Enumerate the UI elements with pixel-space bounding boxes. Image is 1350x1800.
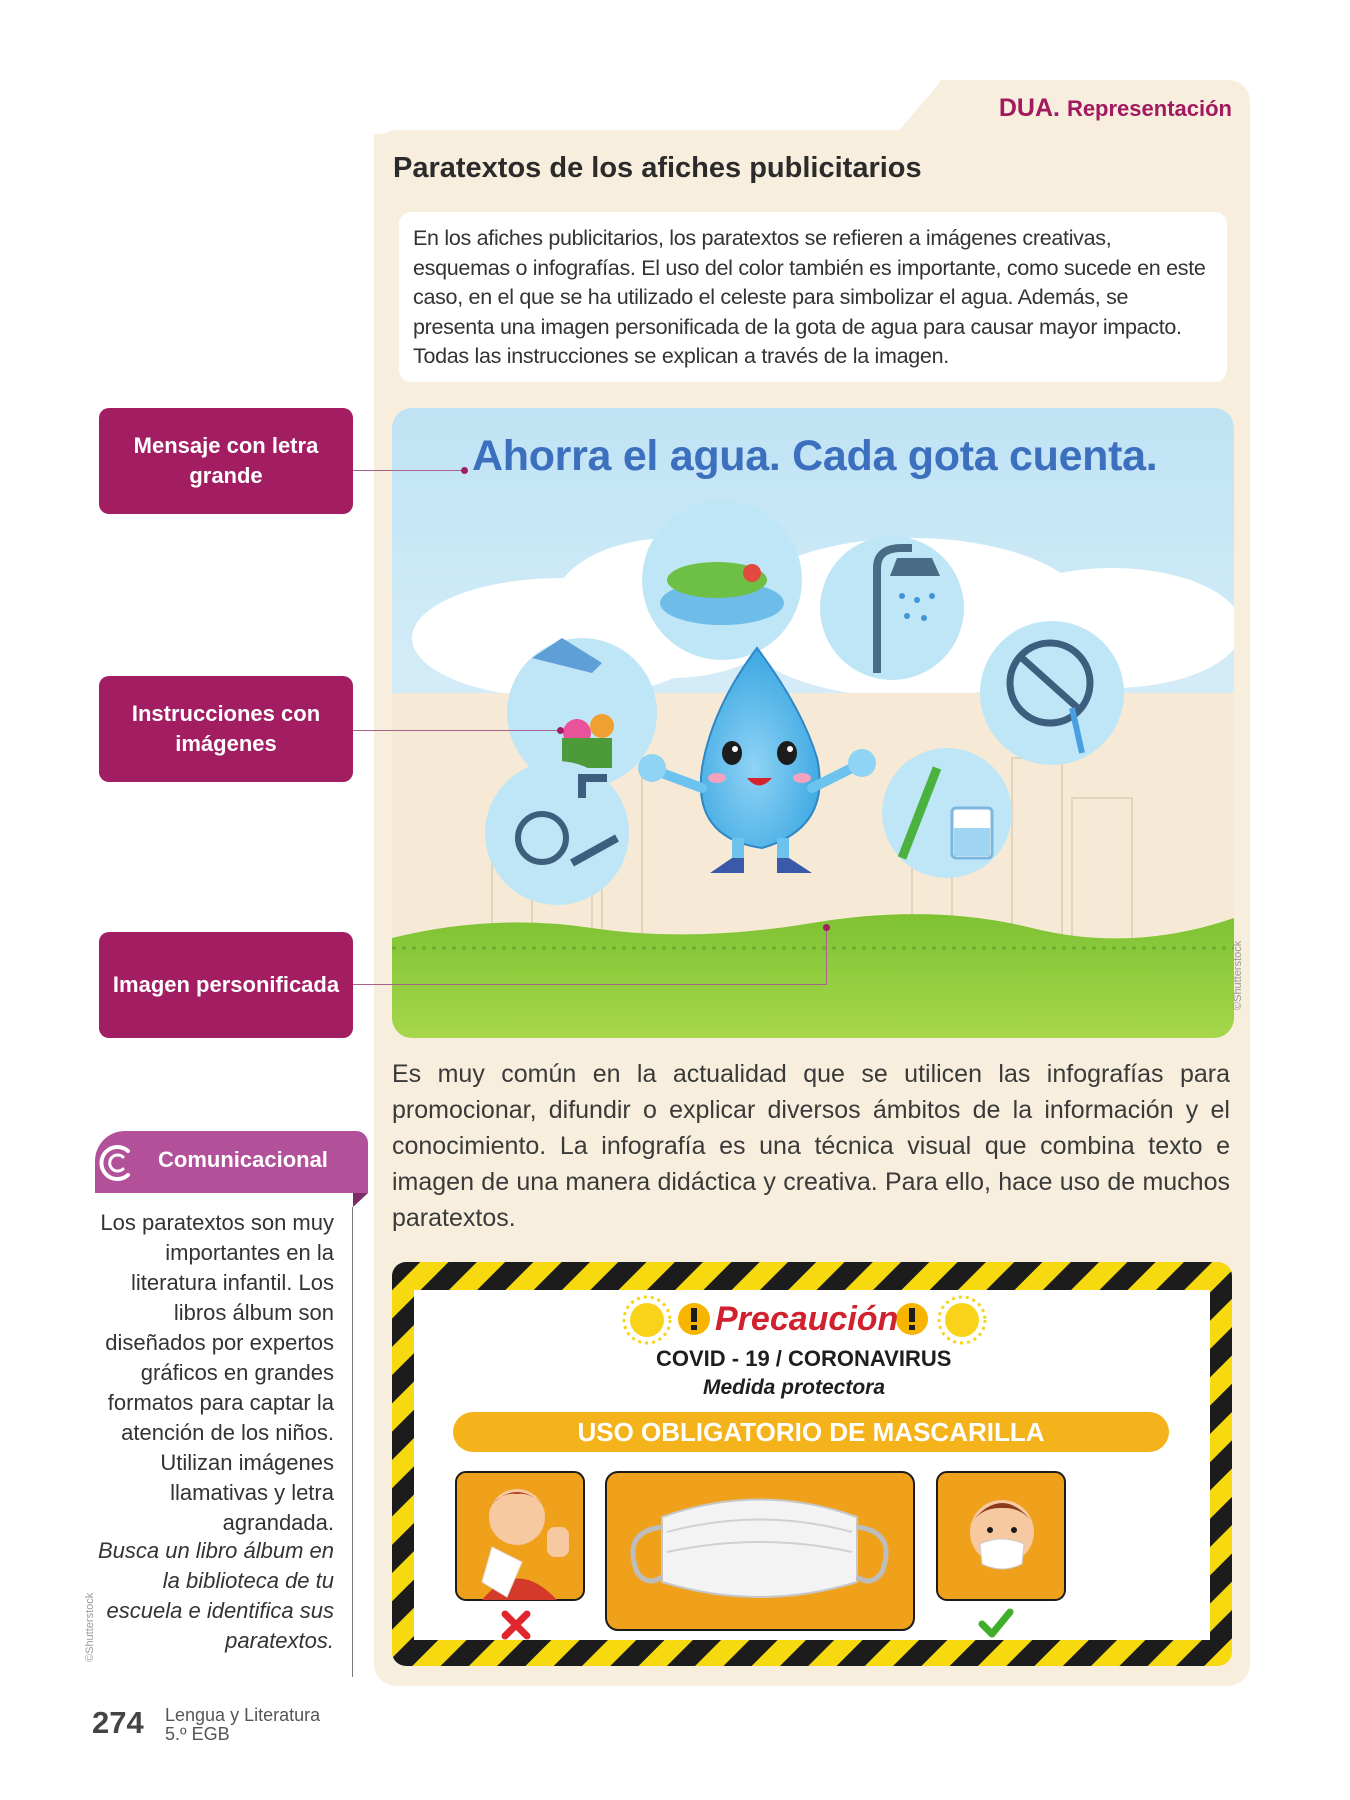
label-mensaje: Mensaje con letra grande xyxy=(99,408,353,514)
bubble-no-tap xyxy=(980,621,1124,765)
dua-label xyxy=(999,94,1232,123)
water-poster-illustration xyxy=(392,408,1234,1038)
sign-title: Precaución xyxy=(715,1300,899,1338)
connector-imagen-vertical xyxy=(826,928,827,985)
bubble-shower xyxy=(820,536,964,680)
face-mask-illustration xyxy=(633,1500,886,1598)
connector-dot-instrucciones xyxy=(557,727,564,734)
label-imagen: Imagen personificada xyxy=(99,932,353,1038)
warning-icon-right xyxy=(896,1303,928,1335)
comunicacional-tab-fold xyxy=(353,1193,368,1207)
comunicacional-rule xyxy=(352,1207,353,1677)
dua-subtitle: Representación xyxy=(1066,96,1232,121)
image-credit-left: ©Shutterstock xyxy=(84,1592,96,1662)
panel-notch xyxy=(374,80,940,134)
bubble-toothbrush xyxy=(882,748,1012,878)
intro-text: En los afiches publicitarios, los paratextos se refieren a imágenes creativas, esquemas o infografías. El uso del color también es importante, como sucede en este caso, en el que se ha utilizado el celeste para simbolizar el agua. Además, se presenta una imagen personificada de la gota de agua para causar mayor impacto. Todas las instrucciones se explican a través de la imagen. xyxy=(413,226,1206,368)
footer-subject xyxy=(165,1706,320,1744)
page-number: 274 xyxy=(92,1705,144,1740)
connector-mensaje xyxy=(353,470,465,471)
connector-dot-imagen xyxy=(823,924,830,931)
dua-text: DUA. xyxy=(998,94,1060,122)
connector-imagen xyxy=(353,984,826,985)
bubble-plumbing xyxy=(485,761,629,905)
label-instrucciones: Instrucciones con imágenes xyxy=(99,676,353,782)
section-title: Paratextos de los afiches publicitarios xyxy=(393,152,922,184)
connector-instrucciones xyxy=(353,730,561,731)
footer-subject-name: Lengua y Literatura xyxy=(165,1705,321,1725)
sign-medida: Medida protectora xyxy=(703,1376,886,1399)
bubble-salad xyxy=(642,500,802,660)
sign-covid: COVID - 19 / CORONAVIRUS xyxy=(656,1346,952,1371)
comunicacional-text: Los paratextos son muy importantes en la literatura infantil. Los libros álbum son diseñados por expertos gráficos en grandes formatos para captar la atención de los niños. Utilizan imágenes llamativas y letra agrandada. xyxy=(100,1210,334,1535)
connector-dot-mensaje xyxy=(461,467,468,474)
sign-banner-text: USO OBLIGATORIO DE MASCARILLA xyxy=(577,1417,1045,1447)
comunicacional-icon xyxy=(96,1141,140,1185)
image-credit: ©Shutterstock xyxy=(1232,940,1244,1010)
comunicacional-activity: Busca un libro álbum en la biblioteca de tu escuela e identifica sus paratextos. xyxy=(97,1538,334,1653)
warning-icon-left xyxy=(678,1303,710,1335)
body-paragraph: Es muy común en la actualidad que se utilicen las infografías para promocionar, difundir o explicar diversos ámbitos de la información y el conocimiento. La infografía es una técnica visual que combina texto e imagen de una manera didáctica y creativa. Para ello, hace uso de muchos paratextos. xyxy=(392,1060,1230,1232)
poster-title: Ahorra el agua. Cada gota cuenta. xyxy=(472,432,1158,480)
footer-grade: 5.º EGB xyxy=(165,1724,230,1744)
comunicacional-title: Comunicacional xyxy=(158,1147,328,1172)
